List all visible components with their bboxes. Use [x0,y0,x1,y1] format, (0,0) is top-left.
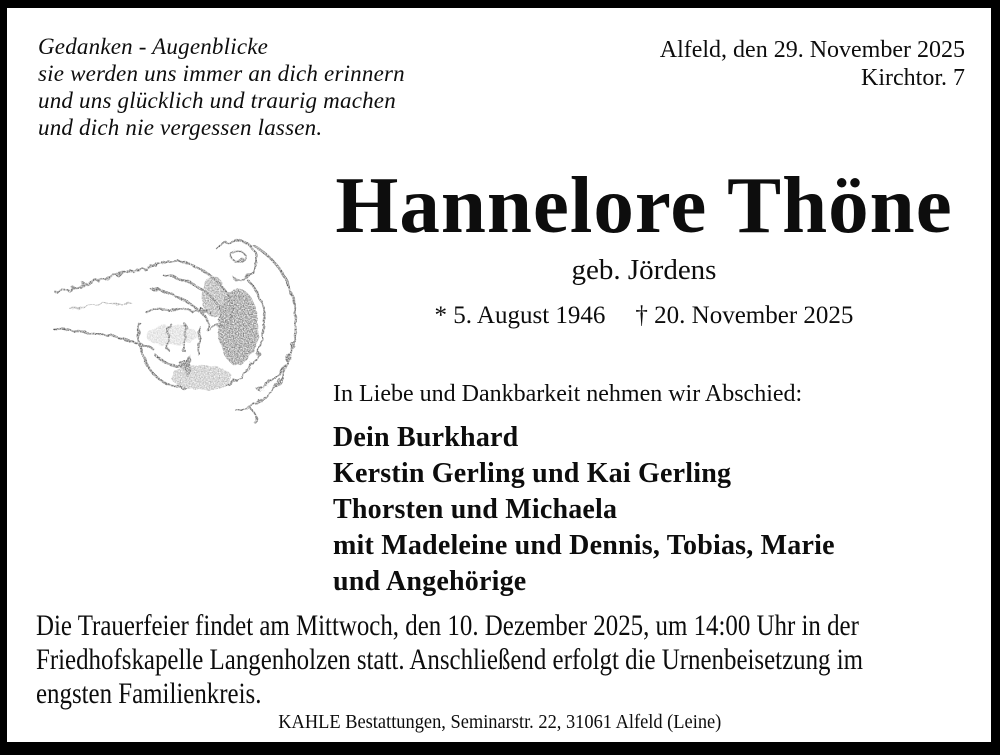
ceremony-line-text: Die Trauerfeier findet am Mittwoch, den 10. Dezember 2025, um 14:00 Uhr in der [36,609,859,642]
mourner-line: mit Madeleine und Dennis, Tobias, Marie [333,530,835,561]
ceremony-line-text: engsten Familienkreis. [36,677,262,710]
funeral-home-credit [0,711,1000,734]
mourner-line: Kerstin Gerling und Kai Gerling [333,458,732,489]
farewell-intro: In Liebe und Dankbarkeit nehmen wir Abschied: [333,381,803,407]
ceremony-line [36,643,1000,677]
mourner-line: und Angehörige [333,566,527,597]
memorial-quote [38,33,405,141]
quote-line: Gedanken - Augenblicke [38,34,269,59]
mourner-line: Dein Burkhard [333,422,519,453]
quote-line: sie werden uns immer an dich erinnern [38,61,405,86]
dateline [660,36,965,92]
death-date: † 20. November 2025 [635,302,854,329]
life-dates [330,302,958,330]
ceremony-line [36,609,1000,643]
street-address: Kirchtor. 7 [861,65,965,91]
ceremony-line [36,677,1000,711]
mourner-line: Thorsten und Michaela [333,494,618,525]
place-and-date: Alfeld, den 29. November 2025 [659,37,965,63]
ceremony-details [36,609,1000,711]
ceremony-line-text: Friedhofskapelle Langenholzen statt. Anschließend erfolgt die Urnenbeisetzung im [36,643,863,676]
deceased-name: Hannelore Thöne [335,160,953,250]
maiden-name: geb. Jördens [571,254,717,286]
quote-line: und dich nie vergessen lassen. [38,115,323,140]
mourners-list [333,420,835,600]
quote-line: und uns glücklich und traurig machen [38,88,396,113]
birth-date: * 5. August 1946 [434,302,606,329]
funeral-home-text: KAHLE Bestattungen, Seminarstr. 22, 31061 Alfeld (Leine) [278,711,722,733]
clasped-hands-illustration [50,226,308,428]
